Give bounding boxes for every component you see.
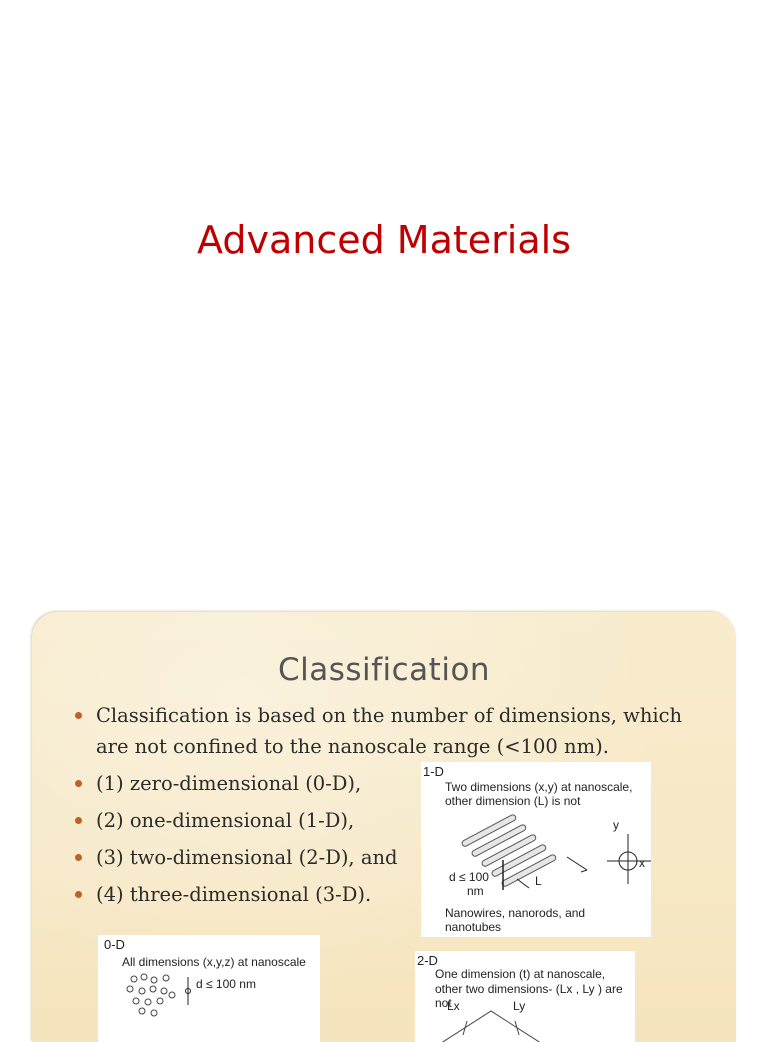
bullet-item bbox=[72, 700, 692, 762]
panel-2d-ly-label: Ly bbox=[513, 999, 526, 1013]
panel-2d-label: 2-D bbox=[417, 953, 438, 968]
panel-0d-d-label: d ≤ 100 nm bbox=[196, 977, 256, 991]
slide-image bbox=[32, 612, 736, 1042]
bullet-dot bbox=[75, 712, 82, 719]
panel-0d bbox=[98, 935, 320, 1042]
bullet-dot bbox=[75, 817, 82, 824]
bullet-dot bbox=[75, 891, 82, 898]
panel-0d-line1: All dimensions (x,y,z) at nanoscale bbox=[122, 955, 306, 969]
bullet-text: (4) three-dimensional (3-D). bbox=[96, 883, 372, 906]
panel-1d-caption2: nanotubes bbox=[445, 920, 502, 934]
panel-2d-line1: One dimension (t) at nanoscale, bbox=[435, 967, 606, 981]
panel-0d-label: 0-D bbox=[104, 937, 125, 952]
bullet-text: (3) two-dimensional (2-D), and bbox=[96, 846, 398, 869]
page-title: Advanced Materials bbox=[197, 218, 571, 262]
bullet-text: (2) one-dimensional (1-D), bbox=[96, 809, 355, 832]
panel-1d-d-label: d ≤ 100 bbox=[449, 870, 489, 884]
panel-2d bbox=[415, 951, 635, 1042]
panel-2d-line2: other two dimensions- (Lx , Ly ) are not bbox=[435, 982, 623, 1010]
bullet-text: Classification is based on the number of dimensions, which are not confined to the nanoscale range (<100 nm). bbox=[96, 704, 683, 758]
slide-heading: Classification bbox=[277, 652, 491, 688]
panel-1d bbox=[421, 762, 651, 937]
panel-1d-axis-y: y bbox=[613, 818, 619, 832]
panel-1d-axis-x: x bbox=[639, 856, 645, 870]
panel-1d-caption1: Nanowires, nanorods, and bbox=[445, 906, 586, 920]
panel-1d-l-label: L bbox=[535, 874, 542, 888]
bullet-dot bbox=[75, 780, 82, 787]
panel-1d-line1: Two dimensions (x,y) at nanoscale, bbox=[445, 780, 633, 794]
bullet-dot bbox=[75, 854, 82, 861]
panel-1d-label: 1-D bbox=[423, 764, 444, 779]
bullet-text: (1) zero-dimensional (0-D), bbox=[96, 772, 362, 795]
panel-2d-lx-label: Lx bbox=[447, 999, 460, 1013]
panel-1d-line2: other dimension (L) is not bbox=[445, 794, 581, 808]
panel-1d-d-unit: nm bbox=[467, 884, 484, 898]
